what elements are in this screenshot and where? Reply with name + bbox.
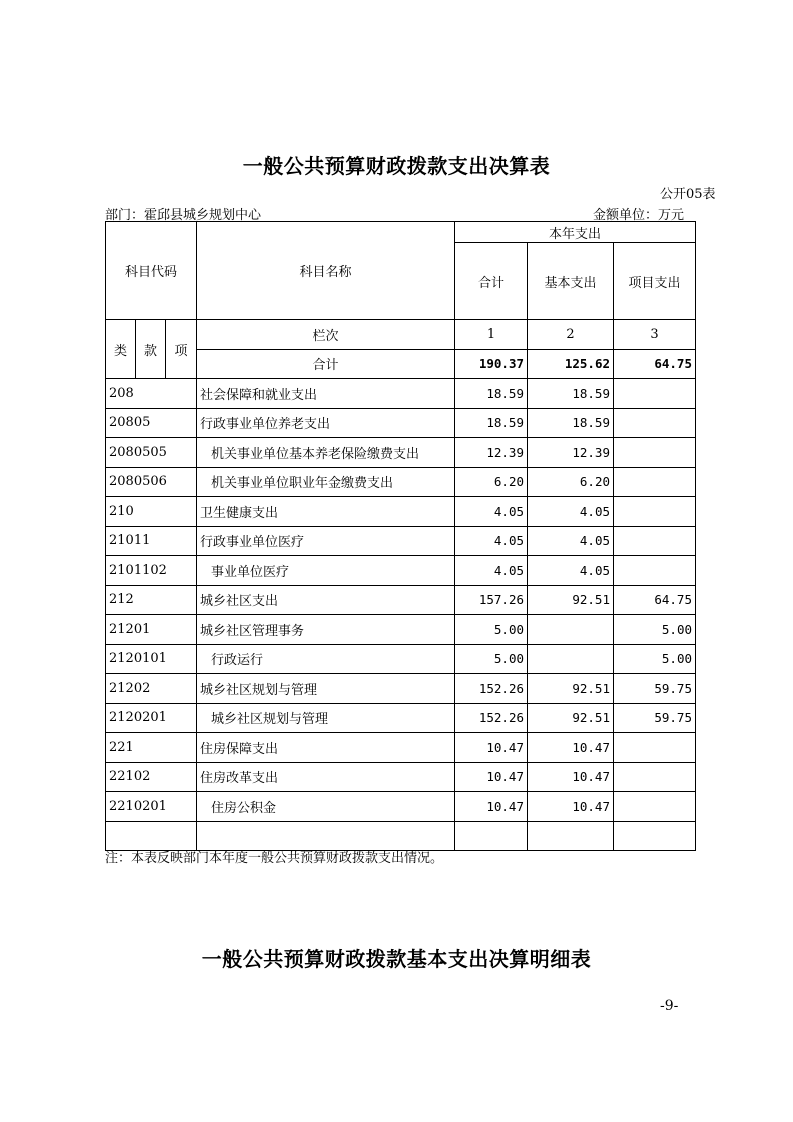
page-title: 一般公共预算财政拨款支出决算表	[242, 154, 551, 178]
col-2: 2	[528, 320, 614, 350]
row-code: 212	[106, 585, 197, 615]
column-label: 栏次	[197, 320, 455, 350]
row-code: 2080506	[106, 467, 197, 497]
row-total: 6.20	[455, 467, 528, 497]
table-row	[106, 408, 696, 438]
table-row	[106, 644, 696, 674]
sum-basic: 125.62	[528, 349, 614, 379]
expenditure-table	[105, 221, 696, 851]
header-current-year: 本年支出	[455, 222, 696, 243]
table-row	[106, 438, 696, 468]
row-name: 城乡社区规划与管理	[197, 703, 455, 733]
row-name: 行政运行	[197, 644, 455, 674]
row-basic: 4.05	[528, 497, 614, 527]
row-code: 210	[106, 497, 197, 527]
empty-cell	[614, 821, 696, 851]
table-row	[106, 526, 696, 556]
sum-label: 合计	[197, 349, 455, 379]
row-total: 10.47	[455, 792, 528, 822]
row-project: 5.00	[614, 644, 696, 674]
header-kuan: 款	[136, 320, 166, 379]
row-project	[614, 762, 696, 792]
table-row	[106, 703, 696, 733]
row-code: 20805	[106, 408, 197, 438]
row-basic: 4.05	[528, 556, 614, 586]
row-code: 208	[106, 379, 197, 409]
page-number: -9-	[660, 998, 679, 1014]
next-section-title: 一般公共预算财政拨款基本支出决算明细表	[201, 947, 592, 971]
row-basic: 6.20	[528, 467, 614, 497]
row-code: 2210201	[106, 792, 197, 822]
row-code: 21201	[106, 615, 197, 645]
row-basic	[528, 644, 614, 674]
row-code: 21202	[106, 674, 197, 704]
row-total: 10.47	[455, 733, 528, 763]
row-total: 5.00	[455, 615, 528, 645]
row-basic: 10.47	[528, 762, 614, 792]
sum-project: 64.75	[614, 349, 696, 379]
table-row	[106, 792, 696, 822]
table-row	[106, 585, 696, 615]
row-total: 4.05	[455, 526, 528, 556]
header-lei: 类	[106, 320, 136, 379]
row-name: 机关事业单位职业年金缴费支出	[197, 467, 455, 497]
row-name: 机关事业单位基本养老保险缴费支出	[197, 438, 455, 468]
row-code: 2120101	[106, 644, 197, 674]
row-basic: 12.39	[528, 438, 614, 468]
row-name: 住房改革支出	[197, 762, 455, 792]
row-project	[614, 438, 696, 468]
row-basic: 18.59	[528, 379, 614, 409]
row-project	[614, 467, 696, 497]
row-basic: 10.47	[528, 792, 614, 822]
row-project	[614, 526, 696, 556]
row-project	[614, 379, 696, 409]
row-project	[614, 556, 696, 586]
row-total: 18.59	[455, 408, 528, 438]
row-total: 157.26	[455, 585, 528, 615]
row-total: 4.05	[455, 556, 528, 586]
row-name: 城乡社区规划与管理	[197, 674, 455, 704]
row-name: 行政事业单位养老支出	[197, 408, 455, 438]
row-total: 152.26	[455, 674, 528, 704]
table-row	[106, 497, 696, 527]
row-basic: 92.51	[528, 674, 614, 704]
header-name: 科目名称	[197, 222, 455, 320]
row-total: 152.26	[455, 703, 528, 733]
row-total: 12.39	[455, 438, 528, 468]
row-total: 4.05	[455, 497, 528, 527]
row-project: 64.75	[614, 585, 696, 615]
empty-cell	[455, 821, 528, 851]
row-name: 住房公积金	[197, 792, 455, 822]
department-label: 部门：霍邱县城乡规划中心	[105, 208, 262, 223]
row-name: 城乡社区支出	[197, 585, 455, 615]
sum-total: 190.37	[455, 349, 528, 379]
row-basic: 92.51	[528, 703, 614, 733]
row-code: 22102	[106, 762, 197, 792]
row-basic: 4.05	[528, 526, 614, 556]
row-project: 59.75	[614, 674, 696, 704]
header-total: 合计	[455, 243, 528, 320]
row-project: 5.00	[614, 615, 696, 645]
table-row	[106, 467, 696, 497]
table-row	[106, 556, 696, 586]
row-name: 城乡社区管理事务	[197, 615, 455, 645]
header-xiang: 项	[166, 320, 197, 379]
table-row	[106, 674, 696, 704]
table-code: 公开05表	[660, 187, 716, 202]
row-name: 事业单位医疗	[197, 556, 455, 586]
header-code: 科目代码	[106, 222, 197, 320]
header-basic: 基本支出	[528, 243, 614, 320]
row-basic: 18.59	[528, 408, 614, 438]
row-total: 5.00	[455, 644, 528, 674]
col-3: 3	[614, 320, 696, 350]
row-project	[614, 497, 696, 527]
row-code: 221	[106, 733, 197, 763]
col-1: 1	[455, 320, 528, 350]
row-basic: 10.47	[528, 733, 614, 763]
row-code: 2120201	[106, 703, 197, 733]
row-code: 2080505	[106, 438, 197, 468]
row-total: 10.47	[455, 762, 528, 792]
row-total: 18.59	[455, 379, 528, 409]
empty-cell	[528, 821, 614, 851]
row-name: 行政事业单位医疗	[197, 526, 455, 556]
row-project: 59.75	[614, 703, 696, 733]
row-project	[614, 792, 696, 822]
row-project	[614, 733, 696, 763]
row-code: 2101102	[106, 556, 197, 586]
row-name: 社会保障和就业支出	[197, 379, 455, 409]
row-name: 卫生健康支出	[197, 497, 455, 527]
table-row	[106, 762, 696, 792]
row-basic	[528, 615, 614, 645]
row-name: 住房保障支出	[197, 733, 455, 763]
header-project: 项目支出	[614, 243, 696, 320]
row-project	[614, 408, 696, 438]
table-row	[106, 615, 696, 645]
unit-label: 金额单位：万元	[593, 208, 685, 223]
table-row	[106, 379, 696, 409]
note: 注：本表反映部门本年度一般公共预算财政拨款支出情况。	[105, 851, 444, 866]
row-code: 21011	[106, 526, 197, 556]
table-row	[106, 733, 696, 763]
row-basic: 92.51	[528, 585, 614, 615]
